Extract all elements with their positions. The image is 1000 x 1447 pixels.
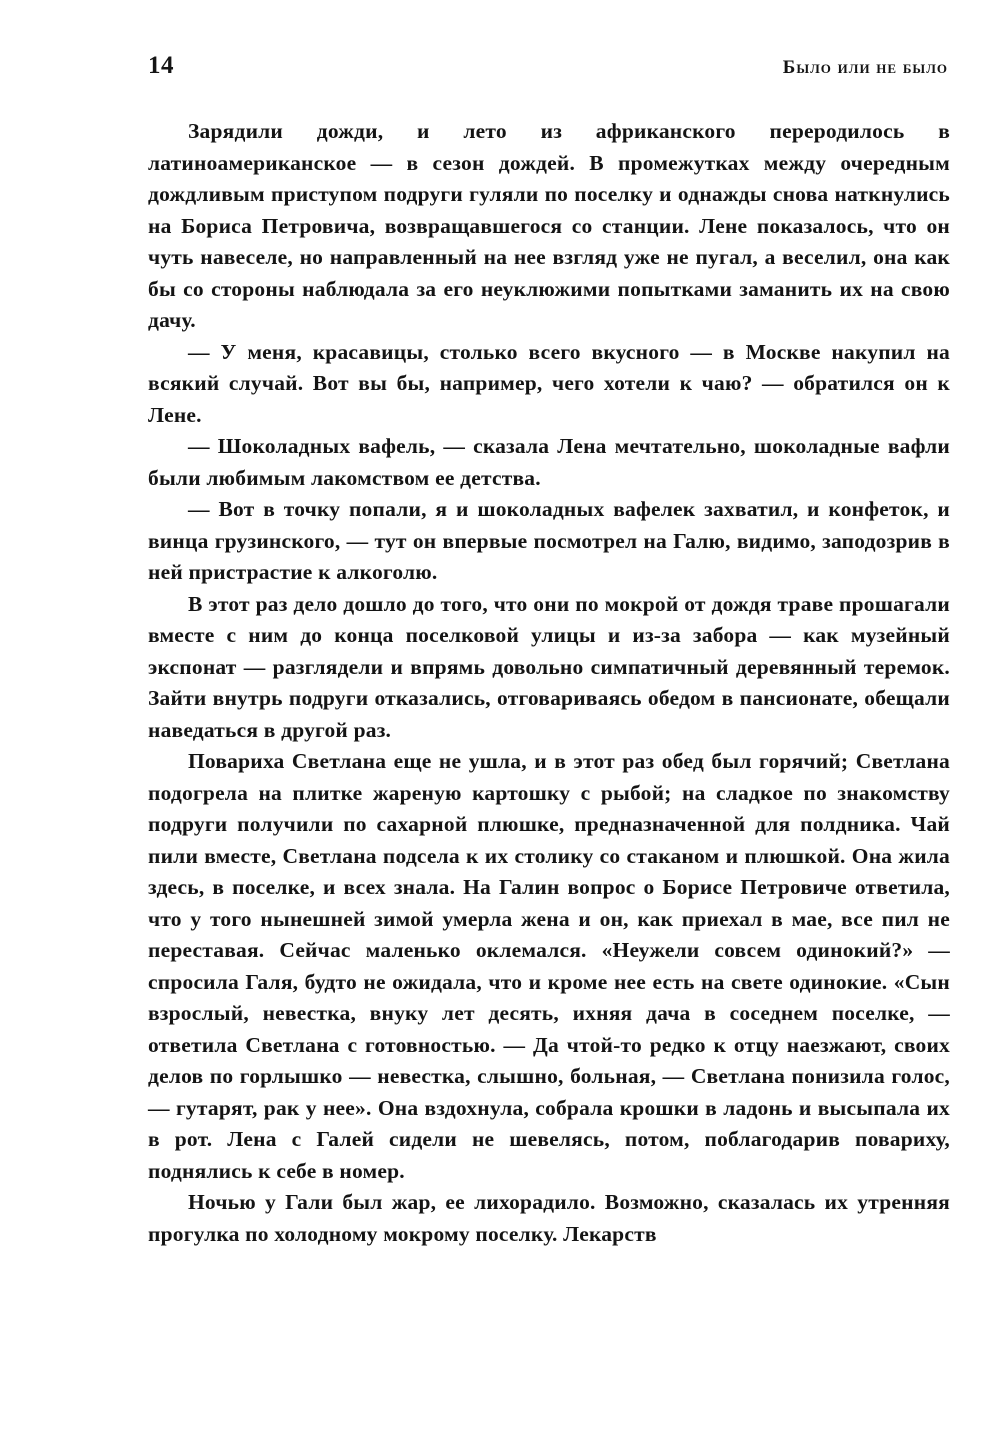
paragraph-dialogue: — У меня, красавицы, столько всего вкусного — в Москве накупил на всякий случай. Вот вы бы, например, чего хотели к чаю? — обратился он к Лене.: [148, 339, 950, 427]
paragraph: Повариха Светлана еще не ушла, и в этот раз обед был горячий; Светлана подогрела на плитке жареную картошку с рыбой; на сладкое по знакомству подруги получили по сахарной плюшке, предназначенной для полдника. Чай пили вместе, Светлана подсела к их столику со стаканом и плюшкой. Она жила здесь, в поселке, и всех знала. На Галин вопрос о Борисе Петровиче ответила, что у того нынешней зимой умерла жена и он, как приехал в мае, все пил не переставая. Сейчас маленько оклемался. «Неужели совсем одинокий?» — спросила Галя, будто не ожидала, что и кроме нее есть на свете одинокие. «Сын взрослый, невестка, внуку лет десять, ихняя дача в соседнем поселке, — ответила Светлана с готовностью. — Да чтой-то редко к отцу наезжают, своих делов по горлышко — невестка, слышно, больная, — Светлана понизила голос, — гутарят, рак у нее». Она вздохнула, собрала крошки в ладонь и высыпала их в рот. Лена с Галей сидели не шевелясь, потом, поблагодарив повариху, поднялись к себе в номер.: [148, 749, 950, 1183]
paragraph: В этот раз дело дошло до того, что они по мокрой от дождя траве прошагали вместе с ним до конца поселковой улицы и из-за забора — как музейный экспонат — разглядели и впрямь довольно симпатичный деревянный теремок. Зайти внутрь подруги отказались, отговариваясь обедом в пансионате, обещали наведаться в другой раз.: [148, 591, 950, 742]
page-number: 14: [148, 52, 174, 79]
paragraph-dialogue: — Шоколадных вафель, — сказала Лена мечтательно, шоколадные вафли были любимым лакомством ее детства.: [148, 434, 950, 490]
running-head: [148, 52, 948, 80]
body-text: [148, 116, 950, 1250]
paragraph-dialogue: — Вот в точку попали, я и шоколадных вафелек захватил, и конфеток, и винца грузинского, — тут он впервые посмотрел на Галю, видимо, заподозрив в ней пристрастие к алкоголю.: [148, 497, 950, 584]
paragraph: Ночью у Гали был жар, ее лихорадило. Возможно, сказалась их утренняя прогулка по холодному мокрому поселку. Лекарств: [148, 1190, 950, 1246]
running-title: Было или не было: [782, 57, 948, 78]
paragraph: Зарядили дожди, и лето из африканского переродилось в латиноамериканское — в сезон дождей. В промежутках между очередным дождливым приступом подруги гуляли по поселку и однажды снова наткнулись на Бориса Петровича, возвращавшегося со станции. Лене показалось, что он чуть навеселе, но направленный на нее взгляд уже не пугал, а веселил, она как бы со стороны наблюдала за его неуклюжими попытками заманить их на свою дачу.: [148, 119, 950, 332]
